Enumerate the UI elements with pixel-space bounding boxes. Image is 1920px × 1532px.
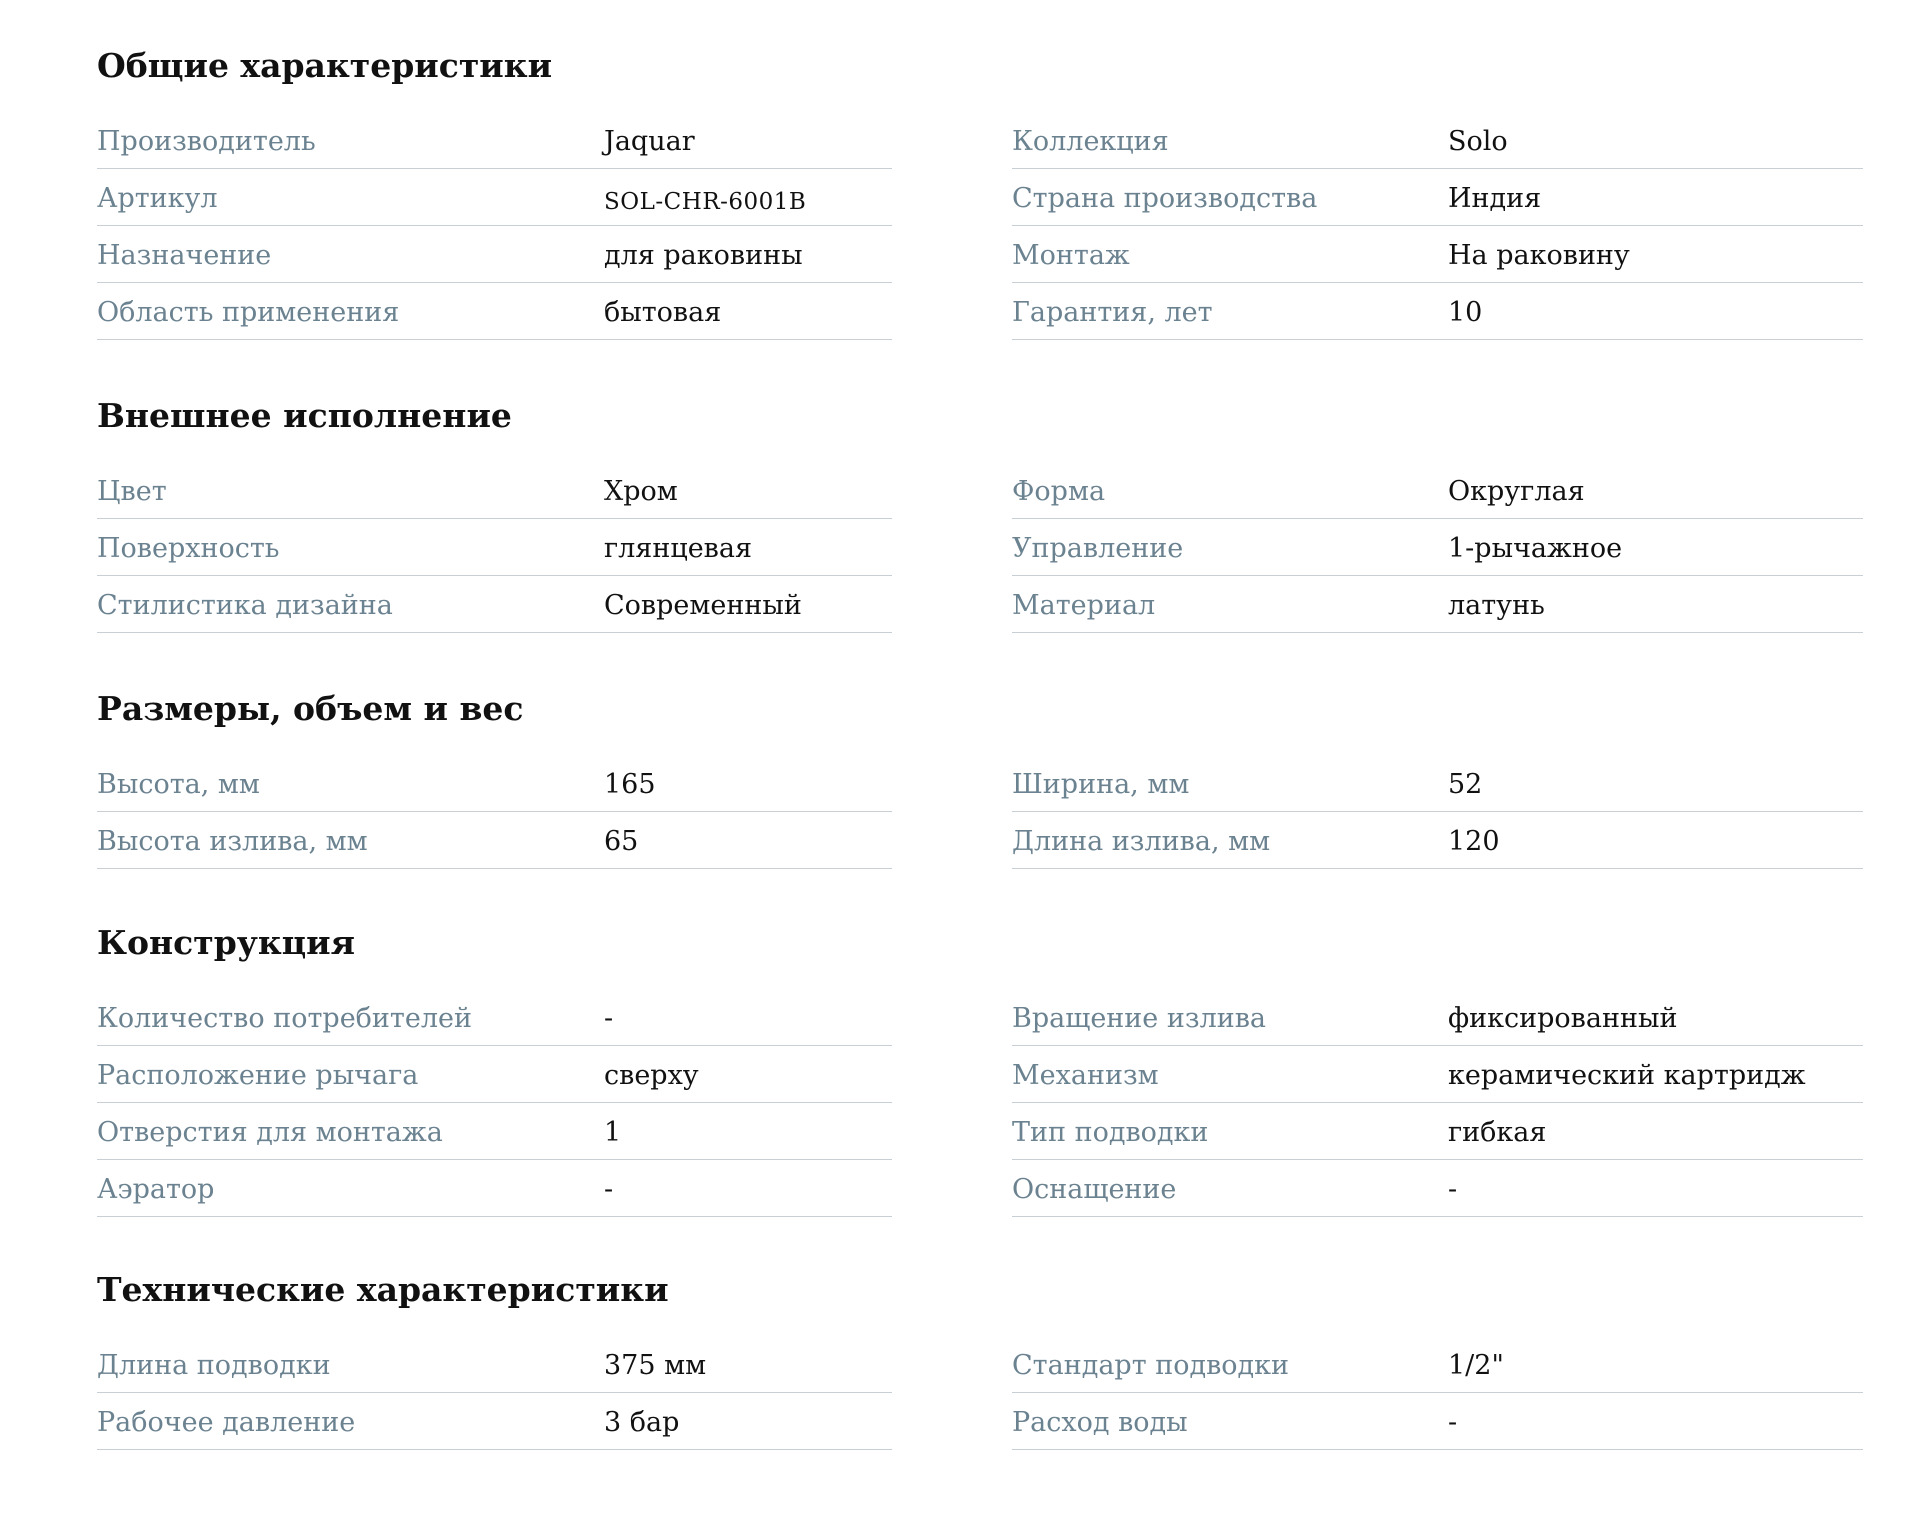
specs-table-general-left <box>97 112 892 340</box>
spec-row <box>1012 755 1863 812</box>
spec-row <box>1012 1046 1863 1103</box>
specs-table-general-right <box>1012 112 1863 340</box>
specs-table-appearance-left <box>97 462 892 633</box>
spec-row <box>97 812 892 869</box>
spec-label: Механизм <box>1012 1060 1159 1091</box>
spec-value: Индия <box>1448 183 1542 214</box>
spec-value: - <box>604 1003 614 1034</box>
spec-row <box>1012 169 1863 226</box>
spec-row <box>1012 283 1863 340</box>
spec-value: бытовая <box>604 297 722 328</box>
spec-value: 52 <box>1448 769 1483 800</box>
spec-label: Поверхность <box>97 533 280 564</box>
section-title-general: Общие характеристики <box>97 46 553 85</box>
spec-label: Рабочее давление <box>97 1407 356 1438</box>
spec-value: Современный <box>604 590 802 621</box>
spec-row <box>1012 576 1863 633</box>
spec-value: 375 мм <box>604 1350 707 1381</box>
spec-value: - <box>1448 1174 1458 1205</box>
spec-label: Высота излива, мм <box>97 826 368 857</box>
spec-value: 1/2" <box>1448 1350 1504 1381</box>
spec-value: На раковину <box>1448 240 1630 271</box>
spec-value: SOL-CHR-6001B <box>604 189 807 215</box>
spec-value: фиксированный <box>1448 1003 1678 1034</box>
spec-row <box>97 1336 892 1393</box>
spec-label: Количество потребителей <box>97 1003 472 1034</box>
spec-row <box>97 755 892 812</box>
spec-label: Артикул <box>97 183 218 214</box>
spec-row <box>97 226 892 283</box>
specs-table-dimensions-right <box>1012 755 1863 869</box>
spec-row <box>97 1046 892 1103</box>
spec-value: Округлая <box>1448 476 1585 507</box>
specs-table-dimensions-left <box>97 755 892 869</box>
spec-row <box>97 1103 892 1160</box>
section-title-appearance: Внешнее исполнение <box>97 396 512 435</box>
spec-value: сверху <box>604 1060 699 1091</box>
spec-value: Хром <box>604 476 678 507</box>
spec-label: Стандарт подводки <box>1012 1350 1290 1381</box>
spec-value: - <box>1448 1407 1458 1438</box>
spec-label: Назначение <box>97 240 272 271</box>
spec-row <box>1012 112 1863 169</box>
spec-row <box>97 1393 892 1450</box>
spec-value: - <box>604 1174 614 1205</box>
spec-label: Страна производства <box>1012 183 1318 214</box>
spec-value: 10 <box>1448 297 1483 328</box>
spec-value: 165 <box>604 769 656 800</box>
spec-label: Длина подводки <box>97 1350 331 1381</box>
spec-label: Область применения <box>97 297 400 328</box>
spec-label: Производитель <box>97 126 316 157</box>
spec-value: 1 <box>604 1117 622 1148</box>
spec-value: керамический картридж <box>1448 1060 1806 1091</box>
spec-row <box>1012 1336 1863 1393</box>
spec-row <box>1012 519 1863 576</box>
spec-value: 1-рычажное <box>1448 533 1623 564</box>
spec-value: гибкая <box>1448 1117 1547 1148</box>
spec-value: для раковины <box>604 240 803 271</box>
spec-row <box>97 1160 892 1217</box>
spec-row <box>1012 226 1863 283</box>
spec-value: 65 <box>604 826 639 857</box>
spec-label: Высота, мм <box>97 769 260 800</box>
spec-value: 3 бар <box>604 1407 680 1438</box>
spec-row <box>97 283 892 340</box>
spec-row <box>1012 1160 1863 1217</box>
spec-label: Ширина, мм <box>1012 769 1190 800</box>
spec-label: Материал <box>1012 590 1156 621</box>
spec-row <box>1012 989 1863 1046</box>
spec-row <box>1012 812 1863 869</box>
section-title-technical: Технические характеристики <box>97 1270 669 1309</box>
spec-row <box>1012 1103 1863 1160</box>
section-title-construction: Конструкция <box>97 923 355 962</box>
spec-label: Длина излива, мм <box>1012 826 1271 857</box>
spec-label: Гарантия, лет <box>1012 297 1213 328</box>
spec-value: Jaquar <box>604 126 695 157</box>
specs-table-construction-left <box>97 989 892 1217</box>
specs-table-appearance-right <box>1012 462 1863 633</box>
spec-label: Форма <box>1012 476 1106 507</box>
spec-label: Расположение рычага <box>97 1060 419 1091</box>
spec-label: Оснащение <box>1012 1174 1177 1205</box>
specs-table-construction-right <box>1012 989 1863 1217</box>
spec-label: Аэратор <box>97 1174 215 1205</box>
spec-label: Коллекция <box>1012 126 1169 157</box>
spec-row <box>97 519 892 576</box>
spec-value: латунь <box>1448 590 1545 621</box>
spec-value: глянцевая <box>604 533 752 564</box>
specs-table-technical-left <box>97 1336 892 1450</box>
spec-row <box>97 112 892 169</box>
specs-table-technical-right <box>1012 1336 1863 1450</box>
spec-label: Стилистика дизайна <box>97 590 393 621</box>
spec-row <box>97 989 892 1046</box>
spec-label: Тип подводки <box>1012 1117 1209 1148</box>
spec-value: 120 <box>1448 826 1500 857</box>
spec-value: Solo <box>1448 126 1508 157</box>
spec-row <box>97 462 892 519</box>
spec-label: Отверстия для монтажа <box>97 1117 443 1148</box>
spec-label: Монтаж <box>1012 240 1130 271</box>
spec-label: Цвет <box>97 476 167 507</box>
spec-row <box>97 169 892 226</box>
spec-label: Вращение излива <box>1012 1003 1267 1034</box>
spec-row <box>97 576 892 633</box>
spec-row <box>1012 462 1863 519</box>
section-title-dimensions: Размеры, объем и вес <box>97 689 524 728</box>
spec-label: Расход воды <box>1012 1407 1188 1438</box>
spec-row <box>1012 1393 1863 1450</box>
spec-label: Управление <box>1012 533 1184 564</box>
